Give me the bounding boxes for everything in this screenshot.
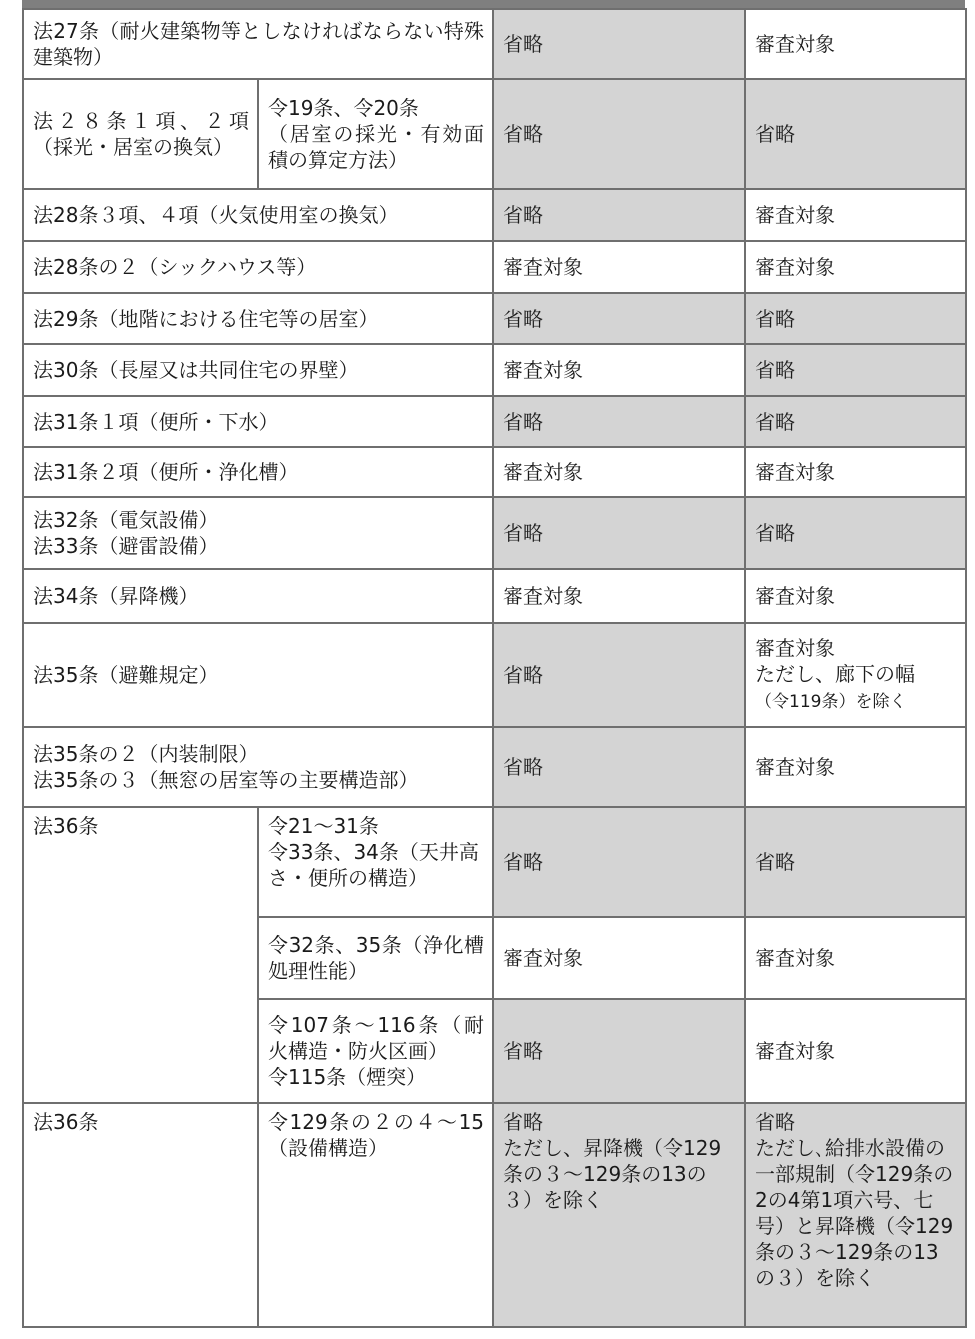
table-row [23, 79, 966, 189]
ordinance-cell: 令21～31条 令33条、34条（天井高さ・便所の構造） [258, 807, 493, 917]
status-cell: 審査対象 [745, 917, 966, 999]
status-cell: 省略 [493, 727, 745, 807]
law-article-cell: 法28条の２（シックハウス等） [23, 241, 493, 293]
ordinance-cell: 令32条、35条（浄化槽処理性能） [258, 917, 493, 999]
law-article-cell: 法35条の２（内装制限） 法35条の３（無窓の居室等の主要構造部） [23, 727, 493, 807]
status-cell: 省略 [745, 497, 966, 569]
ordinance-cell: 令129条の２の４～15（設備構造） [258, 1103, 493, 1327]
status-cell: 省略 ただし、昇降機（令129条の３～129条の13の３）を除く [493, 1103, 745, 1327]
status-cell: 省略 [745, 344, 966, 396]
status-cell: 省略 ただし､給排水設備の一部規制（令129条の2の4第1項六号、七号）と昇降機（令129条の３～129条の13の３）を除く [745, 1103, 966, 1327]
table-row [23, 497, 966, 569]
status-cell: 省略 [493, 9, 745, 79]
status-cell [745, 623, 966, 727]
status-cell: 審査対象 [493, 447, 745, 497]
status-cell: 省略 [493, 293, 745, 344]
law-article-cell: 法32条（電気設備） 法33条（避雷設備） [23, 497, 493, 569]
law-article-cell: 法36条 [23, 807, 258, 1103]
status-cell: 省略 [493, 79, 745, 189]
law-article-cell: 法31条２項（便所・浄化槽） [23, 447, 493, 497]
status-cell: 省略 [493, 497, 745, 569]
review-items-table [22, 8, 967, 1328]
status-cell: 審査対象 [493, 569, 745, 623]
status-cell: 審査対象 [493, 917, 745, 999]
status-cell: 審査対象 [745, 569, 966, 623]
status-cell: 省略 [493, 999, 745, 1103]
law-article-cell: 法29条（地階における住宅等の居室） [23, 293, 493, 344]
status-cell: 省略 [493, 189, 745, 241]
table-row [23, 623, 966, 727]
table-row [23, 569, 966, 623]
status-cell: 審査対象 [745, 447, 966, 497]
status-cell: 省略 [745, 293, 966, 344]
status-note-text: （令119条）を除く [755, 692, 907, 712]
status-cell: 審査対象 [745, 727, 966, 807]
law-article-cell: 法31条１項（便所・下水） [23, 396, 493, 447]
status-cell: 審査対象 [745, 189, 966, 241]
law-article-cell: 法36条 [23, 1103, 258, 1327]
table-row [23, 241, 966, 293]
status-main-text: 審査対象 ただし、廊下の幅 [755, 636, 916, 686]
status-cell: 審査対象 [745, 241, 966, 293]
table-row [23, 9, 966, 79]
header-bar-remnant [22, 0, 965, 8]
status-cell: 審査対象 [745, 999, 966, 1103]
law-article-cell: 法30条（長屋又は共同住宅の界壁） [23, 344, 493, 396]
status-cell: 省略 [493, 623, 745, 727]
table-row [23, 396, 966, 447]
status-cell: 省略 [493, 807, 745, 917]
table-row [23, 447, 966, 497]
status-cell: 省略 [745, 807, 966, 917]
table-row [23, 189, 966, 241]
law-article-cell: 法34条（昇降機） [23, 569, 493, 623]
status-cell: 審査対象 [493, 241, 745, 293]
ordinance-cell: 令107条～116条（耐火構造・防火区画） 令115条（煙突） [258, 999, 493, 1103]
table-row [23, 727, 966, 807]
table-row [23, 807, 966, 917]
status-cell: 省略 [493, 396, 745, 447]
status-cell: 省略 [745, 79, 966, 189]
status-cell: 審査対象 [493, 344, 745, 396]
law-article-cell: 法27条（耐火建築物等としなければならない特殊建築物） [23, 9, 493, 79]
status-cell: 省略 [745, 396, 966, 447]
law-article-cell: 法28条３項、４項（火気使用室の換気） [23, 189, 493, 241]
table-row [23, 344, 966, 396]
law-article-cell: 法35条（避難規定） [23, 623, 493, 727]
table-row [23, 293, 966, 344]
status-cell: 審査対象 [745, 9, 966, 79]
table-row [23, 1103, 966, 1327]
ordinance-cell: 令19条、令20条 （居室の採光・有効面積の算定方法） [258, 79, 493, 189]
law-article-cell: 法２８条１項、２項（採光・居室の換気） [23, 79, 258, 189]
